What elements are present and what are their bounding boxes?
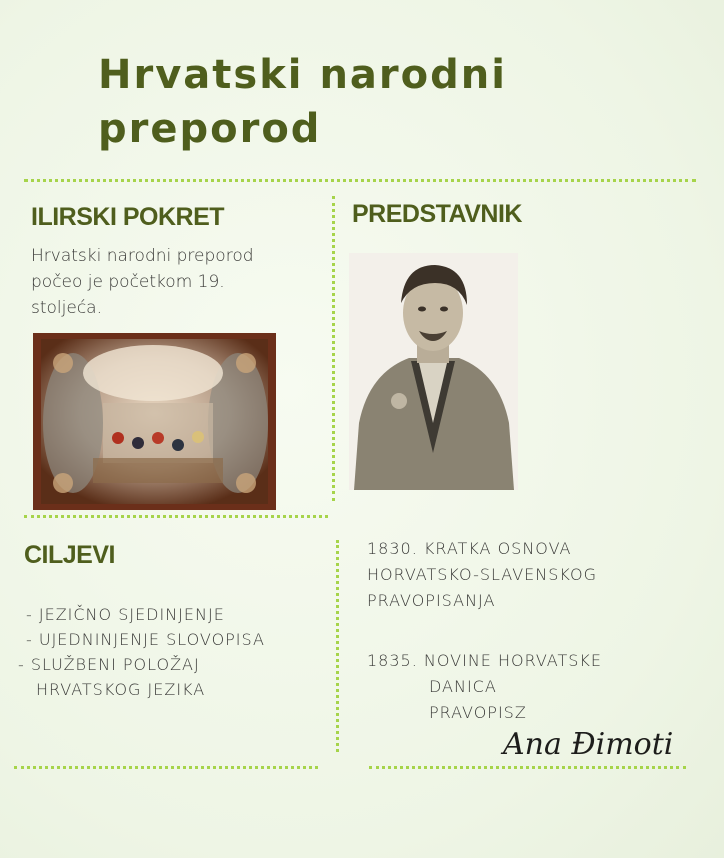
event-line: PRAVOPISZ <box>429 703 527 722</box>
heading-ilirski-pokret: ILIRSKI POKRET <box>31 203 225 231</box>
portrait-image <box>349 253 518 490</box>
heading-predstavnik: PREDSTAVNIK <box>352 200 522 228</box>
event-line: DANICA <box>429 677 497 696</box>
event-line: PRAVOPISANJA <box>367 591 496 610</box>
divider-bottom-right <box>369 766 686 769</box>
divider-top <box>24 179 696 182</box>
event-line: 1830. KRATKA OSNOVA <box>367 539 572 558</box>
divider-middle-left <box>24 515 328 518</box>
intro-line: počeo je početkom 19. <box>31 272 225 292</box>
intro-line: stoljeća. <box>31 298 102 318</box>
goals-list <box>18 602 328 702</box>
event-line: HORVATSKO-SLAVENSKOG <box>367 565 597 584</box>
intro-line: Hrvatski narodni preporod <box>31 246 254 266</box>
list-item: - JEZIČNO SJEDINJENJE <box>26 605 225 624</box>
list-item: - SLUŽBENI POLOŽAJ <box>18 655 200 674</box>
illyrian-painting-image <box>33 333 276 510</box>
events-list <box>367 536 697 726</box>
divider-vertical-lower <box>336 540 339 752</box>
list-item: - UJEDNINJENJE SLOVOPISA <box>26 630 265 649</box>
intro-text <box>31 243 321 321</box>
event-line: 1835. NOVINE HORVATSKE <box>367 651 603 670</box>
divider-vertical-upper <box>332 196 335 501</box>
heading-ciljevi: CILJEVI <box>24 541 115 569</box>
author-signature: Ana Đimoti <box>503 727 674 762</box>
page-title: Hrvatski narodni preporod <box>98 52 507 152</box>
divider-bottom-left <box>14 766 318 769</box>
list-item: HRVATSKOG JEZIKA <box>36 680 206 699</box>
